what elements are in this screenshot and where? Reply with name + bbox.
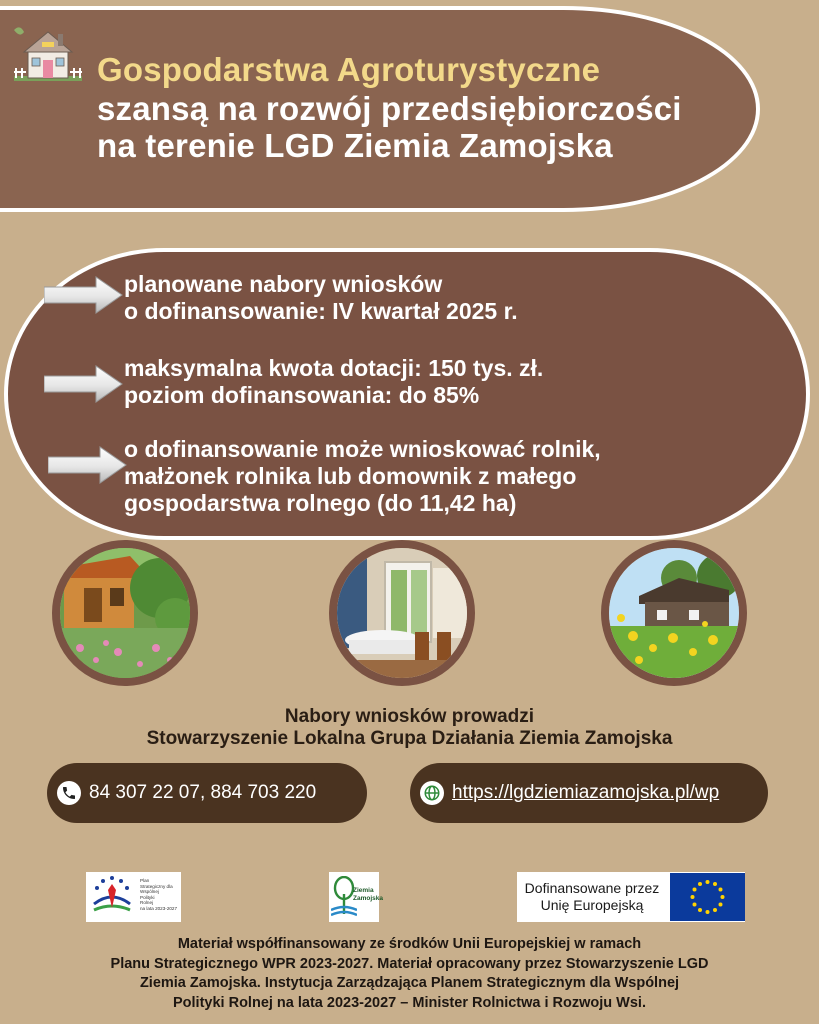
website-link[interactable]: https://lgdziemiazamojska.pl/wp — [452, 782, 720, 803]
info-item-1 — [124, 271, 518, 325]
organizer-line-1: Nabory wniosków prowadzi — [284, 706, 535, 727]
lgd-logo-line: Zamojska — [353, 895, 383, 902]
info-text-line: o dofinansowanie: IV kwartał 2025 r. — [124, 298, 518, 324]
info-item-3 — [124, 436, 601, 517]
info-text-line: gospodarstwa rolnego (do 11,42 ha) — [124, 490, 517, 516]
arrow-right-icon — [48, 445, 128, 485]
photo-wooden-house-garden — [52, 540, 198, 686]
plan-strategiczny-logo — [86, 872, 181, 922]
website-pill[interactable] — [410, 763, 768, 823]
plan-logo-line: Plan — [140, 878, 150, 883]
plan-logo-emblem — [88, 874, 136, 920]
info-text-line: o dofinansowanie może wnioskować rolnik, — [124, 436, 601, 462]
eu-flag-icon — [670, 873, 745, 921]
eu-logo-text — [517, 880, 667, 914]
photo-cottage-meadow — [601, 540, 747, 686]
eu-funding-logo — [517, 872, 745, 922]
phone-number[interactable]: 84 307 22 07, 884 703 220 — [89, 782, 317, 803]
eu-star — [698, 882, 702, 886]
footer-line: Ziemia Zamojska. Instytucja Zarządzająca Planem Strategicznym dla Wspólnej — [139, 975, 680, 991]
lgd-ziemia-zamojska-logo — [329, 872, 383, 922]
eu-star — [706, 910, 710, 914]
footer-line: Polityki Rolnej na lata 2023-2027 – Minister Rolnictwa i Rozwoju Wsi. — [173, 994, 646, 1011]
footer-line: Materiał współfinansowany ze środków Unii Europejskiej w ramach — [177, 936, 642, 952]
lgd-logo-text — [353, 887, 383, 903]
organizer-line-2: Stowarzyszenie Lokalna Grupa Działania Ziemia Zamojska — [146, 728, 673, 749]
eu-logo-line: Unię Europejską — [540, 897, 644, 913]
eu-star — [693, 903, 697, 907]
info-text-line: poziom dofinansowania: do 85% — [124, 382, 480, 408]
eu-star — [706, 880, 710, 884]
plan-logo-line: Strategiczny dla — [140, 883, 173, 889]
plan-logo-text — [140, 878, 177, 911]
title-line-2: szansą na rozwój przedsiębiorczości — [97, 90, 682, 127]
arrow-right-icon — [44, 275, 124, 315]
title-line-1: Gospodarstwa Agroturystyczne — [97, 51, 601, 88]
title-line-3: na terenie LGD Ziemia Zamojska — [97, 127, 613, 164]
plan-logo-line: Wspólnej — [140, 889, 159, 894]
footer-disclaimer — [0, 935, 819, 1013]
lgd-logo-line: Ziemia — [353, 887, 374, 894]
eu-star — [693, 888, 697, 892]
photo-dining-room-interior — [329, 540, 475, 686]
info-text-line: małżonek rolnika lub domownik z małego — [124, 463, 577, 489]
arrow-right-icon — [44, 364, 124, 404]
phone-pill[interactable] — [47, 763, 367, 823]
globe-icon — [420, 781, 444, 805]
eu-star — [718, 888, 722, 892]
plan-logo-line: na lata 2023-2027 — [140, 905, 178, 911]
eu-star — [713, 908, 717, 912]
house-icon — [12, 24, 84, 84]
plan-logo-line: Polityki — [140, 894, 155, 900]
info-text-line: planowane nabory wniosków — [124, 271, 443, 297]
info-item-2 — [124, 355, 543, 409]
eu-star — [713, 882, 717, 886]
info-text-line: maksymalna kwota dotacji: 150 tys. zł. — [124, 355, 544, 381]
plan-logo-line: Rolnej — [140, 900, 154, 905]
eu-star — [691, 895, 695, 899]
eu-logo-line: Dofinansowane przez — [524, 880, 660, 896]
eu-star — [698, 908, 702, 912]
eu-star — [718, 903, 722, 907]
eu-star — [721, 895, 725, 899]
phone-icon — [57, 781, 81, 805]
footer-line: Planu Strategicznego WPR 2023-2027. Materiał opracowany przez Stowarzyszenie LGD — [110, 955, 709, 972]
